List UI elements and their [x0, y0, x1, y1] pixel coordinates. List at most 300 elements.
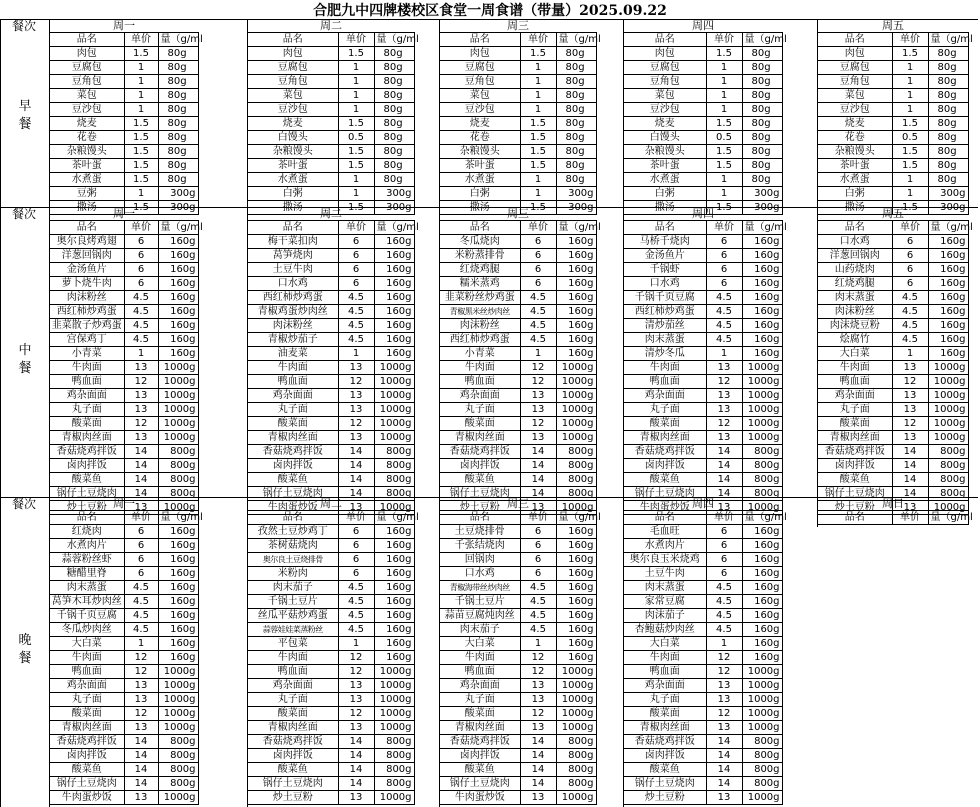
- dish-price: 4.5: [520, 595, 556, 609]
- dish-quantity: 300g: [742, 201, 782, 215]
- dish-price: 13: [338, 361, 374, 375]
- dish-quantity: 1000g: [556, 361, 596, 375]
- dish-quantity: 1000g: [158, 693, 198, 707]
- dish-quantity: 160g: [556, 581, 596, 595]
- dish-quantity: 160g: [742, 305, 782, 319]
- dish-name: 豆沙包: [248, 103, 338, 117]
- column-header-price: 单价: [338, 511, 374, 525]
- dish-price: 1: [124, 75, 158, 89]
- dish-price: 1: [892, 103, 928, 117]
- table-row: [248, 117, 414, 131]
- dish-price: 1: [892, 347, 928, 361]
- dish-price: 12: [892, 417, 928, 431]
- dish-price: 1: [892, 173, 928, 187]
- dish-name: 鸡杂面面: [50, 389, 124, 403]
- table-row: [50, 375, 198, 389]
- dish-quantity: 1000g: [158, 417, 198, 431]
- dish-quantity: 80g: [556, 61, 596, 75]
- dish-quantity: 160g: [928, 333, 968, 347]
- dish-name: 菜包: [50, 89, 124, 103]
- table-row: [50, 159, 198, 173]
- dish-quantity: 160g: [374, 637, 414, 651]
- meal-column-header: 餐次: [11, 207, 36, 221]
- dish-price: 14: [124, 473, 158, 487]
- table-row: [50, 249, 198, 263]
- table-row: [440, 637, 596, 651]
- dish-quantity: 80g: [158, 173, 198, 187]
- dish-name: 酸菜鱼: [624, 473, 706, 487]
- table-row: [248, 187, 414, 201]
- table-row: [624, 707, 782, 721]
- dish-name: 鸡杂面面: [818, 389, 892, 403]
- dish-quantity: 80g: [556, 103, 596, 117]
- table-row: [624, 581, 782, 595]
- section-left-border: [0, 207, 1, 517]
- table-row: [624, 277, 782, 291]
- dish-name: 鸭血面: [624, 375, 706, 389]
- column-header-name: 品名: [440, 511, 520, 525]
- table-row: [624, 791, 782, 805]
- column-header-price: 单价: [892, 221, 928, 235]
- dish-price: 14: [124, 459, 158, 473]
- dish-price: 1.5: [520, 159, 556, 173]
- dish-name: 香菇烧鸡拌饭: [50, 445, 124, 459]
- dish-name: 水煮蛋: [818, 173, 892, 187]
- column-header-qty: 量（g/ml: [374, 33, 414, 47]
- dish-name: 牛肉蛋炒饭: [50, 791, 124, 805]
- table-row: [818, 61, 968, 75]
- dish-quantity: 80g: [928, 145, 968, 159]
- dish-quantity: 160g: [158, 319, 198, 333]
- dish-quantity: 160g: [742, 347, 782, 361]
- dish-quantity: 800g: [158, 445, 198, 459]
- dish-name: 土豆牛肉: [624, 567, 706, 581]
- dish-quantity: 80g: [742, 103, 782, 117]
- column-header-name: 品名: [818, 221, 892, 235]
- dish-name: 青椒肉丝面: [248, 721, 338, 735]
- dish-name: 酸菜鱼: [248, 473, 338, 487]
- dish-price: 4.5: [706, 609, 742, 623]
- dish-price: 0.5: [892, 131, 928, 145]
- column-header-qty: 量（g/ml: [556, 221, 596, 235]
- dish-quantity: 160g: [556, 347, 596, 361]
- dish-quantity: 80g: [928, 131, 968, 145]
- dish-name: 卤肉拌饭: [248, 749, 338, 763]
- dish-price: 14: [520, 763, 556, 777]
- table-row: [50, 277, 198, 291]
- dish-price: 12: [520, 361, 556, 375]
- dish-price: 1.5: [706, 47, 742, 61]
- dish-price: 1: [520, 75, 556, 89]
- dish-quantity: 80g: [928, 47, 968, 61]
- table-row: [818, 431, 968, 445]
- dish-quantity: 1000g: [374, 679, 414, 693]
- dish-price: 13: [520, 389, 556, 403]
- dish-quantity: 800g: [928, 459, 968, 473]
- dish-name: 杏鲍菇炒肉丝: [624, 623, 706, 637]
- dish-name: 韭菜粉丝炒鸡蛋: [440, 291, 520, 305]
- column-header-price: 单价: [124, 33, 158, 47]
- table-row: [248, 403, 414, 417]
- dish-quantity: 160g: [158, 553, 198, 567]
- table-row: [624, 89, 782, 103]
- table-row: [440, 235, 596, 249]
- dish-quantity: 800g: [374, 777, 414, 791]
- dish-name: 菜包: [248, 89, 338, 103]
- dish-name: 丸子面: [818, 403, 892, 417]
- day-table: [50, 19, 203, 215]
- table-row: [248, 131, 414, 145]
- dish-name: 锅仔土豆烧肉: [818, 487, 892, 501]
- dish-price: 13: [124, 501, 158, 515]
- dish-name: 酸菜面: [440, 417, 520, 431]
- dish-price: 1.5: [520, 117, 556, 131]
- dish-quantity: 80g: [742, 173, 782, 187]
- dish-price: 4.5: [124, 595, 158, 609]
- dish-name: 冬瓜炒肉丝: [50, 623, 124, 637]
- dish-name: 水煮蛋: [440, 173, 520, 187]
- day-header: 周一: [50, 207, 198, 221]
- dish-quantity: 80g: [374, 103, 414, 117]
- table-row: [624, 61, 782, 75]
- dish-name: 烧麦: [50, 117, 124, 131]
- dish-price: 6: [124, 525, 158, 539]
- column-header-row: [50, 221, 198, 235]
- menu-section: [0, 207, 980, 517]
- dish-quantity: 80g: [742, 75, 782, 89]
- dish-price: 13: [706, 721, 742, 735]
- dish-name: 肉末茄子: [248, 581, 338, 595]
- column-header-price: 单价: [706, 33, 742, 47]
- dish-price: 13: [706, 361, 742, 375]
- dish-price: 1.5: [124, 47, 158, 61]
- table-row: [440, 347, 596, 361]
- dish-quantity: 160g: [374, 567, 414, 581]
- dish-quantity: 160g: [928, 347, 968, 361]
- day-table: [624, 19, 787, 215]
- dish-quantity: 1000g: [742, 707, 782, 721]
- dish-price: 13: [706, 501, 742, 515]
- dish-price: 4.5: [520, 305, 556, 319]
- table-row: [624, 319, 782, 333]
- dish-quantity: 80g: [374, 75, 414, 89]
- dish-quantity: 1000g: [556, 707, 596, 721]
- dish-name: 蒜蓉粉丝虾: [50, 553, 124, 567]
- table-row: [624, 145, 782, 159]
- dish-price: 14: [338, 735, 374, 749]
- table-row: [624, 637, 782, 651]
- dish-quantity: 1000g: [556, 403, 596, 417]
- dish-name: 青椒鸡蛋炒肉丝: [248, 305, 338, 319]
- table-row: [50, 131, 198, 145]
- dish-name: 丸子面: [248, 693, 338, 707]
- dish-quantity: 1000g: [374, 403, 414, 417]
- dish-price: 1.5: [706, 159, 742, 173]
- column-header-row: [248, 511, 414, 525]
- column-header-name: 品名: [818, 511, 892, 525]
- table-row: [624, 403, 782, 417]
- table-row: [818, 75, 968, 89]
- dish-quantity: 300g: [374, 201, 414, 215]
- dish-price: 1.5: [520, 47, 556, 61]
- dish-price: 1.5: [706, 117, 742, 131]
- dish-price: 13: [124, 693, 158, 707]
- dish-name: 酸菜面: [624, 417, 706, 431]
- table-row: [50, 347, 198, 361]
- dish-name: 豆腐包: [624, 61, 706, 75]
- dish-name: 卤肉拌饭: [624, 459, 706, 473]
- dish-name: 丸子面: [50, 693, 124, 707]
- day-header-row: [248, 19, 414, 33]
- table-row: [440, 609, 596, 623]
- dish-name: 肉沫粉丝: [50, 291, 124, 305]
- dish-price: 1: [706, 347, 742, 361]
- table-row: [818, 361, 968, 375]
- dish-name: 撒汤: [50, 201, 124, 215]
- table-row: [248, 473, 414, 487]
- dish-price: 6: [124, 553, 158, 567]
- table-row: [50, 637, 198, 651]
- table-row: [50, 595, 198, 609]
- dish-quantity: 160g: [556, 333, 596, 347]
- dish-price: 13: [338, 389, 374, 403]
- table-row: [50, 581, 198, 595]
- table-row: [50, 61, 198, 75]
- dish-price: 4.5: [124, 305, 158, 319]
- dish-name: 豆沙包: [818, 103, 892, 117]
- dish-price: 1: [520, 61, 556, 75]
- dish-name: 白馒头: [248, 131, 338, 145]
- table-row: [50, 403, 198, 417]
- dish-name: 酸菜面: [248, 707, 338, 721]
- dish-name: 青椒肉丝面: [624, 721, 706, 735]
- table-row: [248, 679, 414, 693]
- table-row: [624, 173, 782, 187]
- table-row: [440, 749, 596, 763]
- dish-quantity: 1000g: [374, 431, 414, 445]
- dish-price: 13: [892, 361, 928, 375]
- table-row: [818, 145, 968, 159]
- table-row: [624, 131, 782, 145]
- dish-quantity: 800g: [158, 777, 198, 791]
- dish-name: 香菇烧鸡拌饭: [624, 445, 706, 459]
- day-header-row: [50, 19, 198, 33]
- dish-name: 奥尔良烤鸡翅: [50, 235, 124, 249]
- dish-name: 千锅土豆片: [440, 595, 520, 609]
- dish-price: 12: [124, 651, 158, 665]
- dish-quantity: 1000g: [742, 679, 782, 693]
- dish-price: 13: [892, 389, 928, 403]
- table-row: [248, 735, 414, 749]
- dish-quantity: 160g: [742, 637, 782, 651]
- dish-price: 1: [892, 75, 928, 89]
- dish-name: 丸子面: [248, 403, 338, 417]
- dish-name: 酸菜鱼: [818, 473, 892, 487]
- dish-quantity: 800g: [556, 487, 596, 501]
- dish-name: 肉包: [440, 47, 520, 61]
- table-row: [440, 473, 596, 487]
- column-header-name: 品名: [818, 33, 892, 47]
- dish-quantity: 160g: [158, 347, 198, 361]
- table-row: [50, 721, 198, 735]
- table-row: [248, 623, 414, 637]
- dish-name: 红烧鸡腿: [440, 263, 520, 277]
- dish-quantity: 80g: [374, 47, 414, 61]
- dish-name: 牛肉蛋炒饭: [624, 501, 706, 515]
- dish-quantity: 1000g: [928, 417, 968, 431]
- table-row: [440, 291, 596, 305]
- dish-name: 鸭血面: [818, 375, 892, 389]
- table-row: [248, 249, 414, 263]
- dish-quantity: 1000g: [742, 389, 782, 403]
- dish-price: 6: [338, 539, 374, 553]
- dish-name: 梅干菜扣肉: [248, 235, 338, 249]
- dish-name: 酸菜鱼: [248, 763, 338, 777]
- dish-name: 香菇烧鸡拌饭: [248, 735, 338, 749]
- day-header-row: [624, 207, 782, 221]
- dish-name: 香菇烧鸡拌饭: [440, 735, 520, 749]
- table-row: [50, 319, 198, 333]
- dish-price: 14: [706, 763, 742, 777]
- dish-name: 山药烧肉: [818, 263, 892, 277]
- table-row: [50, 763, 198, 777]
- dish-price: 13: [338, 501, 374, 515]
- dish-price: 12: [338, 665, 374, 679]
- meal-label: 晚餐: [18, 633, 32, 666]
- dish-quantity: 1000g: [556, 665, 596, 679]
- dish-name: 冬瓜烧肉: [440, 235, 520, 249]
- dish-quantity: 160g: [928, 249, 968, 263]
- dish-quantity: 80g: [158, 89, 198, 103]
- dish-quantity: 80g: [928, 75, 968, 89]
- dish-name: 宫保鸡丁: [50, 333, 124, 347]
- dish-name: 牛肉面: [248, 651, 338, 665]
- dish-quantity: 160g: [742, 277, 782, 291]
- table-row: [440, 173, 596, 187]
- dish-quantity: 160g: [374, 347, 414, 361]
- dish-name: 豆沙包: [440, 103, 520, 117]
- day-left-border: [623, 19, 624, 217]
- dish-name: 青椒肉丝面: [248, 431, 338, 445]
- dish-price: 14: [706, 473, 742, 487]
- table-row: [440, 721, 596, 735]
- dish-price: 12: [520, 707, 556, 721]
- section-top-border: [0, 19, 978, 20]
- page-title: 合肥九中四牌楼校区食堂一周食谱（带量）2025.09.22: [313, 3, 667, 19]
- dish-price: 1: [520, 89, 556, 103]
- dish-name: 大白菜: [624, 637, 706, 651]
- table-row: [248, 777, 414, 791]
- dish-price: 1: [706, 103, 742, 117]
- table-row: [50, 389, 198, 403]
- dish-price: 6: [706, 553, 742, 567]
- dish-name: 豆角包: [624, 75, 706, 89]
- table-row: [50, 473, 198, 487]
- dish-price: 13: [338, 679, 374, 693]
- dish-name: 酸菜面: [50, 707, 124, 721]
- dish-name: 牛肉面: [818, 361, 892, 375]
- dish-quantity: 160g: [742, 595, 782, 609]
- dish-name: 口水鸡: [440, 567, 520, 581]
- dish-price: 6: [706, 567, 742, 581]
- dish-name: 肉包: [818, 47, 892, 61]
- dish-name: 炒土豆粉: [50, 501, 124, 515]
- day-header-row: [624, 497, 782, 511]
- dish-price: 4.5: [706, 305, 742, 319]
- table-row: [624, 553, 782, 567]
- dish-quantity: 80g: [374, 117, 414, 131]
- table-row: [440, 89, 596, 103]
- dish-name: 锅仔土豆烧肉: [248, 487, 338, 501]
- table-row: [248, 361, 414, 375]
- day-header-row: [440, 207, 596, 221]
- dish-quantity: 160g: [158, 525, 198, 539]
- column-header-row: [50, 33, 198, 47]
- table-row: [624, 333, 782, 347]
- dish-name: 烧麦: [818, 117, 892, 131]
- dish-price: 1.5: [124, 131, 158, 145]
- dish-quantity: 160g: [742, 333, 782, 347]
- dish-quantity: 80g: [158, 75, 198, 89]
- table-row: [440, 763, 596, 777]
- dish-name: 洋葱回锅肉: [818, 249, 892, 263]
- dish-quantity: 300g: [556, 201, 596, 215]
- dish-price: 4.5: [338, 623, 374, 637]
- meal-label: 中餐: [18, 343, 32, 376]
- dish-price: 13: [520, 791, 556, 805]
- dish-name: 肉沫粉丝: [440, 319, 520, 333]
- column-header-row: [818, 221, 968, 235]
- table-row: [818, 263, 968, 277]
- dish-quantity: 80g: [158, 145, 198, 159]
- dish-name: 莴笋烧肉: [248, 249, 338, 263]
- table-row: [248, 47, 414, 61]
- dish-price: 14: [706, 735, 742, 749]
- dish-price: 13: [124, 721, 158, 735]
- dish-price: 13: [338, 693, 374, 707]
- dish-name: 千张结烧肉: [440, 539, 520, 553]
- column-header-price: 单价: [338, 221, 374, 235]
- menu-section: [0, 19, 980, 217]
- dish-price: 1: [124, 61, 158, 75]
- table-row: [50, 749, 198, 763]
- dish-name: 花卷: [50, 131, 124, 145]
- dish-quantity: 800g: [374, 763, 414, 777]
- dish-quantity: 800g: [742, 473, 782, 487]
- column-header-row: [818, 511, 968, 525]
- dish-quantity: 800g: [374, 487, 414, 501]
- dish-price: 6: [892, 263, 928, 277]
- day-header: 周四: [624, 19, 782, 33]
- dish-name: 大白菜: [818, 347, 892, 361]
- dish-quantity: 80g: [742, 47, 782, 61]
- dish-name: 莴笋木耳炒肉丝: [50, 595, 124, 609]
- dish-quantity: 1000g: [556, 375, 596, 389]
- table-row: [624, 47, 782, 61]
- dish-name: 烧麦: [624, 117, 706, 131]
- column-header-row: [818, 33, 968, 47]
- dish-quantity: 800g: [742, 445, 782, 459]
- dish-name: 白粥: [440, 187, 520, 201]
- dish-name: 肉包: [624, 47, 706, 61]
- table-row: [248, 525, 414, 539]
- column-header-name: 品名: [624, 33, 706, 47]
- dish-price: 6: [706, 263, 742, 277]
- dish-price: 1.5: [892, 47, 928, 61]
- dish-quantity: 1000g: [742, 361, 782, 375]
- dish-price: 4.5: [706, 595, 742, 609]
- dish-quantity: 160g: [374, 263, 414, 277]
